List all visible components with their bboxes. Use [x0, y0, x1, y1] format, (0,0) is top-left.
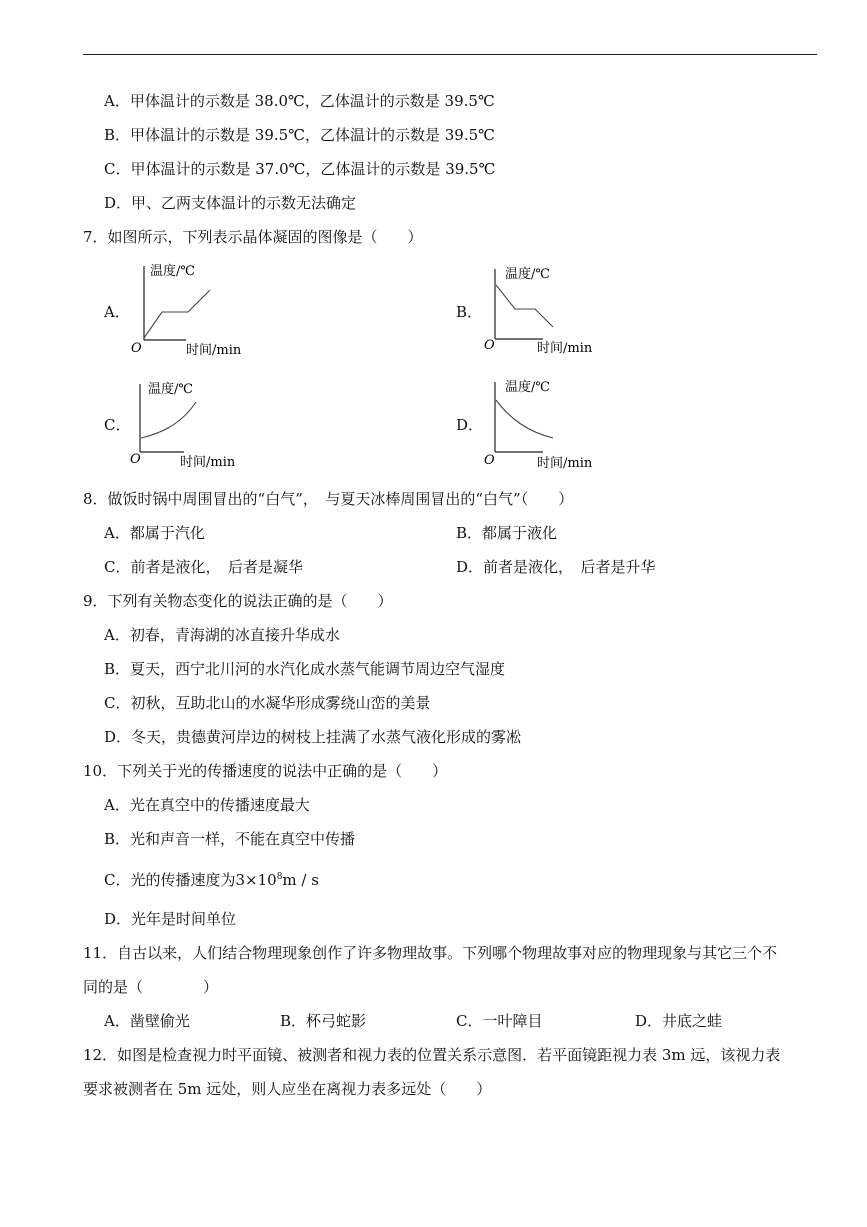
q11-option-c: C．一叶障目	[456, 1012, 543, 1030]
q7-a-xlabel: 时间/min	[186, 343, 242, 358]
q8-option-c: C．前者是液化， 后者是凝华	[104, 558, 303, 576]
q7-label-b: B．	[456, 303, 483, 321]
q6-option-b: B．甲体温计的示数是 39.5℃，乙体温计的示数是 39.5℃	[104, 126, 495, 144]
q7-label-c: C．	[104, 416, 131, 434]
q12-stem-line1: 12．如图是检查视力时平面镜、被测者和视力表的位置关系示意图．若平面镜距视力表 3m 远，该视力表	[83, 1046, 781, 1064]
q9-option-b: B．夏天，西宁北川河的水汽化成水蒸气能调节周边空气湿度	[104, 660, 506, 678]
q9-option-d: D．冬天，贵德黄河岸边的树枝上挂满了水蒸气液化形成的雾凇	[104, 728, 522, 746]
q10-option-a: A．光在真空中的传播速度最大	[104, 796, 310, 814]
q10-option-c-prefix: C．光的传播速度为	[104, 871, 236, 889]
q7-graph-c	[128, 376, 248, 474]
q6-option-a: A．甲体温计的示数是 38.0℃，乙体温计的示数是 39.5℃	[104, 92, 495, 110]
q8-option-b: B．都属于液化	[456, 524, 558, 542]
q11-option-b: B．杯弓蛇影	[280, 1012, 367, 1030]
q7-c-ylabel: 温度/℃	[148, 382, 193, 397]
q8-stem: 8．做饭时锅中周围冒出的“白气”， 与夏天冰棒周围冒出的“白气”（ ）	[83, 490, 574, 508]
q7-b-origin: O	[484, 338, 495, 353]
q7-c-xlabel: 时间/min	[180, 455, 236, 470]
q6-option-c: C．甲体温计的示数是 37.0℃，乙体温计的示数是 39.5℃	[104, 160, 496, 178]
q10-option-b: B．光和声音一样，不能在真空中传播	[104, 830, 356, 848]
q12-stem-line2: 要求被测者在 5m 远处，则人应坐在离视力表多远处（ ）	[83, 1080, 492, 1098]
q8-option-d: D．前者是液化， 后者是升华	[456, 558, 656, 576]
q9-stem: 9．下列有关物态变化的说法正确的是（ ）	[83, 592, 393, 610]
q7-a-ylabel: 温度/℃	[150, 264, 195, 279]
q9-option-c: C．初秋，互助北山的水凝华形成雾绕山峦的美景	[104, 694, 431, 712]
q10-stem: 10．下列关于光的传播速度的说法中正确的是（ ）	[83, 762, 448, 780]
q7-graph-a	[128, 258, 258, 360]
q7-d-xlabel: 时间/min	[537, 456, 593, 471]
q10-option-d: D．光年是时间单位	[104, 910, 237, 928]
q6-option-d: D．甲、乙两支体温计的示数无法确定	[104, 194, 357, 212]
q11-option-d: D．井底之蛙	[635, 1012, 723, 1030]
q7-b-xlabel: 时间/min	[537, 341, 593, 356]
q9-option-a: A．初春，青海湖的冰直接升华成水	[104, 626, 340, 644]
q7-graph-b	[483, 263, 603, 361]
q11-option-a: A．凿壁偷光	[104, 1012, 190, 1030]
q10-option-c-unit: m / s	[282, 871, 319, 889]
q7-graph-d	[483, 376, 603, 474]
q7-label-a: A．	[104, 303, 130, 321]
q7-stem: 7．如图所示，下列表示晶体凝固的图像是（ ）	[83, 228, 423, 246]
q7-d-ylabel: 温度/℃	[505, 380, 550, 395]
q7-d-origin: O	[484, 453, 495, 468]
q8-option-a: A．都属于汽化	[104, 524, 205, 542]
q10-option-c-exp: 8	[276, 872, 283, 882]
q10-option-c-base: 3×10	[235, 871, 277, 889]
q11-stem-line2: 同的是（ ）	[83, 978, 219, 996]
q7-label-d: D．	[456, 416, 484, 434]
q11-stem-line1: 11．自古以来，人们结合物理现象创作了许多物理故事。下列哪个物理故事对应的物理现象与其它三个不	[83, 944, 778, 962]
q7-a-origin: O	[131, 341, 142, 356]
q7-b-ylabel: 温度/℃	[505, 267, 550, 282]
header-rule	[83, 54, 817, 55]
q7-c-origin: O	[130, 452, 141, 467]
q10-option-c	[104, 870, 319, 890]
